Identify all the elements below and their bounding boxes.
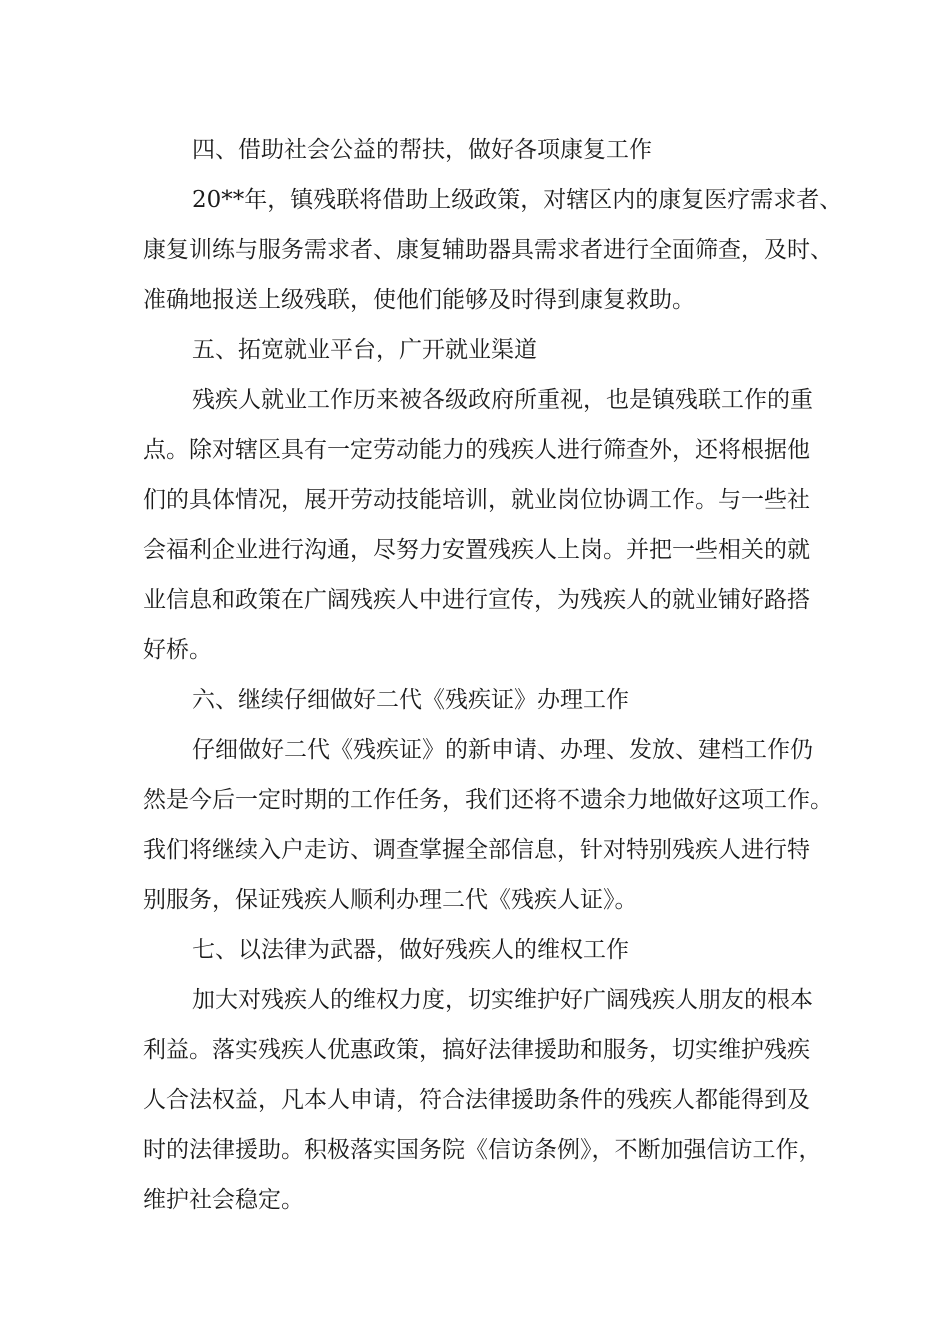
paragraph-line: 康复训练与服务需求者、康复辅助器具需求者进行全面筛查，及时、 bbox=[143, 237, 833, 263]
section-heading-6: 六、继续仔细做好二代《残疾证》办理工作 bbox=[192, 687, 629, 713]
paragraph-line: 们的具体情况，展开劳动技能培训，就业岗位协调工作。与一些社 bbox=[143, 487, 810, 513]
paragraph-line: 然是今后一定时期的工作任务，我们还将不遗余力地做好这项工作。 bbox=[143, 787, 833, 813]
paragraph-line: 20**年，镇残联将借助上级政策，对辖区内的康复医疗需求者、 bbox=[192, 187, 843, 213]
paragraph-line: 业信息和政策在广阔残疾人中进行宣传，为残疾人的就业铺好路搭 bbox=[143, 587, 810, 613]
paragraph-line: 别服务，保证残疾人顺利办理二代《残疾人证》。 bbox=[143, 887, 638, 913]
paragraph-line: 利益。落实残疾人优惠政策，搞好法律援助和服务，切实维护残疾 bbox=[143, 1037, 810, 1063]
section-heading-4: 四、借助社会公益的帮扶，做好各项康复工作 bbox=[192, 137, 652, 163]
paragraph-line: 维护社会稳定。 bbox=[143, 1187, 304, 1213]
paragraph-line: 会福利企业进行沟通，尽努力安置残疾人上岗。并把一些相关的就 bbox=[143, 537, 810, 563]
section-heading-5: 五、拓宽就业平台，广开就业渠道 bbox=[192, 337, 537, 363]
paragraph-line: 时的法律援助。积极落实国务院《信访条例》，不断加强信访工作， bbox=[143, 1137, 822, 1163]
paragraph-line: 人合法权益，凡本人申请，符合法律援助条件的残疾人都能得到及 bbox=[143, 1087, 810, 1113]
section-heading-7: 七、以法律为武器，做好残疾人的维权工作 bbox=[192, 937, 629, 963]
paragraph-line: 准确地报送上级残联，使他们能够及时得到康复救助。 bbox=[143, 287, 695, 313]
paragraph-line: 我们将继续入户走访、调查掌握全部信息，针对特别残疾人进行特 bbox=[143, 837, 810, 863]
paragraph-line: 加大对残疾人的维权力度，切实维护好广阔残疾人朋友的根本 bbox=[192, 987, 813, 1013]
paragraph-line: 残疾人就业工作历来被各级政府所重视，也是镇残联工作的重 bbox=[192, 387, 813, 413]
paragraph-line: 点。除对辖区具有一定劳动能力的残疾人进行筛查外，还将根据他 bbox=[143, 437, 810, 463]
paragraph-line: 仔细做好二代《残疾证》的新申请、办理、发放、建档工作仍 bbox=[192, 737, 813, 763]
paragraph-line: 好桥。 bbox=[143, 637, 212, 663]
